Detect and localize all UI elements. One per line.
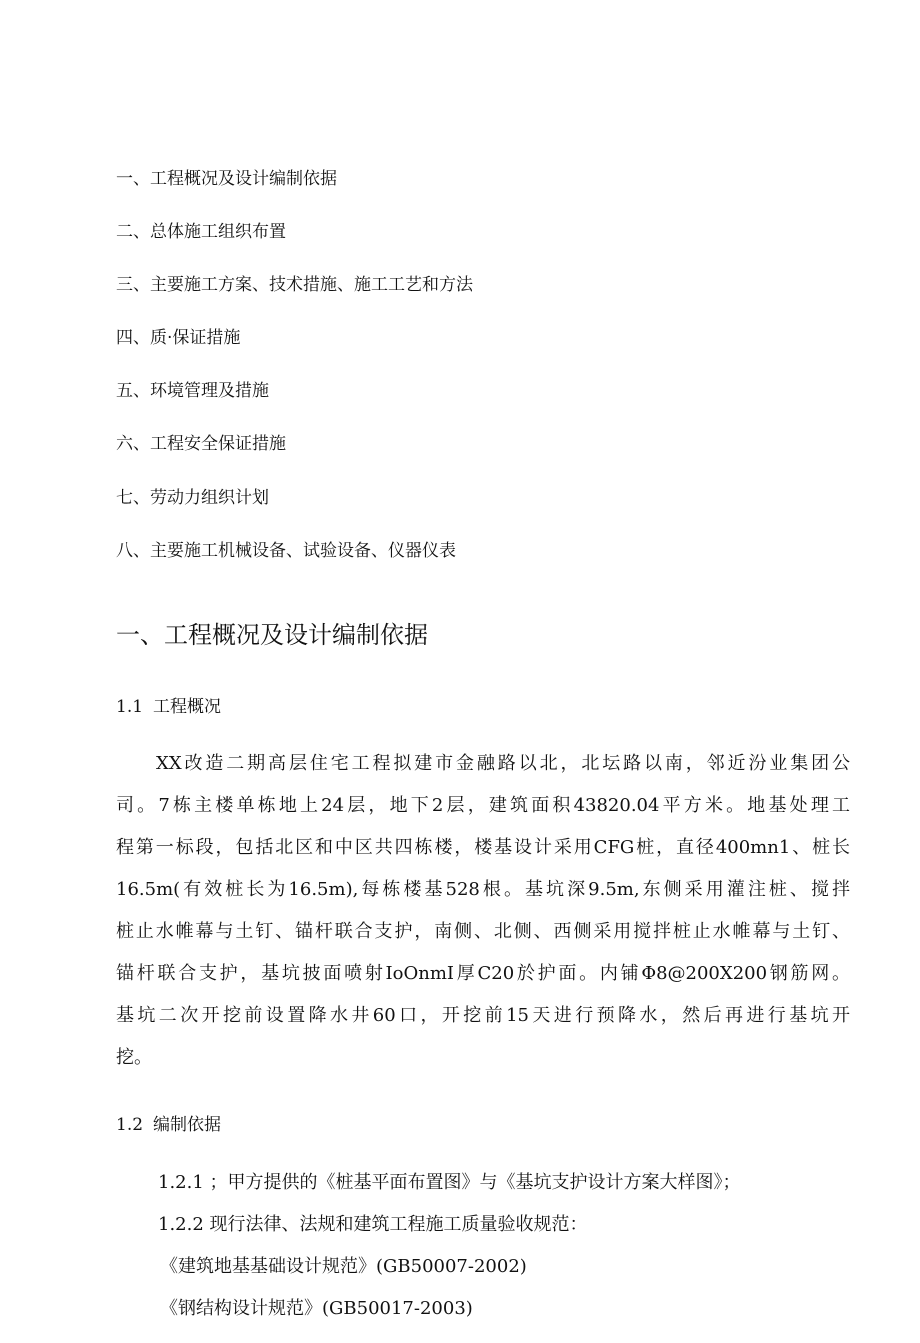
toc-item-5: 五、环境管理及措施 xyxy=(116,381,269,401)
basis-item-2: 1.2.2 现行法律、法规和建筑工程施工质量验收规范： xyxy=(158,1214,588,1235)
subsection-1-1-heading xyxy=(116,696,221,718)
paragraph-line: 16.5m(有效桩长为16.5m),每栋楼基528根。基坑深9.5m,东侧采用灌注桩、搅拌 xyxy=(116,879,850,900)
toc-item-3: 三、主要施工方案、技术措施、施工工艺和方法 xyxy=(116,275,473,295)
reference-standard: 《建筑地基基础设计规范》(GB50007-2002) xyxy=(160,1256,527,1277)
subsection-title: 编制依据 xyxy=(153,1115,222,1135)
paragraph-line: 基坑二次开挖前设置降水井60口，开挖前15天进行预降水，然后再进行基坑开 xyxy=(116,1005,850,1026)
paragraph-line: 锚杆联合支护，基坑披面喷射IoOnmI厚C20於护面。内铺Φ8@200X200钢筋网。 xyxy=(116,963,850,984)
basis-item-1: 1.2.1 ；甲方提供的《桩基平面布置图》与《基坑支护设计方案大样图》； xyxy=(158,1172,741,1193)
paragraph-line: 程第一标段，包括北区和中区共四栋楼，楼基设计采用CFG桩，直径400mn1、桩长 xyxy=(116,837,850,858)
toc-item-1: 一、工程概况及设计编制依据 xyxy=(116,169,337,189)
reference-standard: 《钢结构设计规范》(GB50017-2003) xyxy=(160,1298,473,1319)
subsection-1-2-heading xyxy=(116,1114,221,1136)
paragraph-line: XX改造二期高层住宅工程拟建市金融路以北，北坛路以南，邻近汾业集团公 xyxy=(156,753,850,774)
subsection-title: 工程概况 xyxy=(153,697,222,717)
toc-item-7: 七、劳动力组织计划 xyxy=(116,488,269,508)
section-title: 一、工程概况及设计编制依据 xyxy=(116,621,428,649)
paragraph-line: 司。7栋主楼单栋地上24层，地下2层，建筑面积43820.04平方米。地基处理工 xyxy=(116,795,850,816)
subsection-number: 1.2 xyxy=(116,1115,144,1135)
toc-item-8: 八、主要施工机械设备、试验设备、仪器仪表 xyxy=(116,541,456,561)
toc-item-6: 六、工程安全保证措施 xyxy=(116,434,286,454)
paragraph-line: 桩止水帷幕与土钉、锚杆联合支护，南侧、北侧、西侧采用搅拌桩止水帷幕与土钉、 xyxy=(116,921,850,942)
paragraph-line: 挖。 xyxy=(116,1047,152,1068)
toc-item-4: 四、质·保证措施 xyxy=(116,328,241,348)
toc-item-2: 二、总体施工组织布置 xyxy=(116,222,286,242)
subsection-number: 1.1 xyxy=(116,697,144,717)
